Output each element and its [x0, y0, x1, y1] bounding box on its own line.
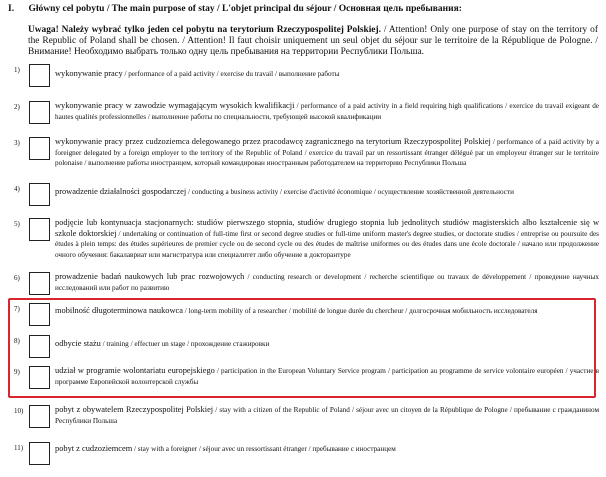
- item-label-translations: / performance of a paid activity in a field requiring high qualifications / exercice du travail exigeant de hautes qualités professionnelles / выполнение работы по специальности, требующей высокой квалификации: [55, 102, 599, 121]
- item-number: 8): [14, 337, 20, 345]
- item-label-polish: odbycie stażu: [55, 339, 101, 348]
- item-label-translations: / participation in the European Voluntary Service program / participation au programme de service volontaire européen / участие в программе Европейской волонтерской службы: [55, 367, 599, 386]
- item-label-translations: / stay with a citizen of the Republic of Poland / séjour avec un citoyen de la République de Pologne / пребывание с гражданином Республики Польша: [55, 406, 600, 425]
- item-text: [55, 218, 599, 260]
- purpose-checkbox-3[interactable]: [29, 137, 50, 160]
- item-label-polish: mobilność długoterminowa naukowca: [55, 306, 183, 315]
- item-label-translations: / conducting research or development / recherche scientifique ou travaux de développement / проведение научных исследований или работ по развитию: [55, 273, 599, 292]
- purpose-checkbox-10[interactable]: [29, 405, 50, 428]
- item-number: 5): [14, 220, 20, 228]
- item-label-translations: / conducting a business activity / exercise d'activité économique / осуществление хозяйственной деятельности: [186, 188, 514, 196]
- item-label-translations: / long-term mobility of a researcher / mobilité de longue durée du chercheur / долгосрочная мобильность исследователя: [182, 307, 538, 315]
- item-label-polish: pobyt z obywatelem Rzeczypospolitej Polskiej: [55, 405, 214, 414]
- item-label-polish: wykonywanie pracy: [55, 69, 123, 78]
- section-title: Główny cel pobytu / The main purpose of stay / L'objet principal du séjour / Основная цель пребывания:: [28, 4, 462, 14]
- item-number: 6): [14, 274, 20, 282]
- purpose-checkbox-5[interactable]: [29, 218, 50, 241]
- item-label-polish: udział w programie wolontariatu europejskiego: [55, 366, 215, 375]
- item-text: [55, 405, 599, 426]
- item-text: [55, 444, 599, 455]
- purpose-checkbox-2[interactable]: [29, 101, 50, 124]
- item-text: [55, 137, 599, 169]
- purpose-checkbox-1[interactable]: [29, 64, 50, 87]
- warning-note: [28, 25, 598, 58]
- warning-translations: / Attention! Only one purpose of stay on the territory of the Republic of Poland shall be chosen. / Attention! Il faut choisir uniquement un seul objet du séjour sur le territoire de la République de Pologne. / Внимание! Необходимо выбрать только одну цель пребывания на территории Республики Польша.: [28, 25, 598, 57]
- warning-polish: Uwaga! Należy wybrać tylko jeden cel pobytu na terytorium Rzeczypospolitej Polskiej.: [28, 25, 381, 35]
- item-label-polish: podjęcie lub kontynuacja stacjonarnych: studiów pierwszego stopnia, studiów drugiego stopnia lub jednolitych studiów magisterskich albo kształcenie się w szkole doktorskiej: [55, 218, 599, 238]
- item-label-translations: / performance of a paid activity by a foreigner delegated by a foreign employer to the territory of the Republic of Poland / exercice du travail par un ressortissant étranger délégué par un employeur étranger sur le territoire polonaise / выполнение работы иностранцем, который командирован иностранным работодателем на территорию Республики Польша: [55, 138, 600, 167]
- highlight-frame: [8, 298, 596, 398]
- item-label-translations: / training / effectuer un stage / прохождение стажировки: [100, 340, 270, 348]
- purpose-checkbox-11[interactable]: [29, 442, 50, 465]
- item-number: 9): [14, 368, 20, 376]
- section-header: [8, 4, 600, 14]
- section-number: I.: [8, 4, 15, 14]
- purpose-checkbox-4[interactable]: [29, 183, 50, 206]
- item-number: 7): [14, 305, 20, 313]
- item-text: [55, 69, 599, 80]
- item-label-translations: / performance of a paid activity / exercise du travail / выполнение работы: [122, 70, 340, 78]
- item-text: [55, 101, 599, 122]
- item-number: 3): [14, 139, 20, 147]
- purpose-checkbox-6[interactable]: [29, 272, 50, 295]
- item-number: 10): [14, 407, 24, 415]
- item-number: 1): [14, 66, 20, 74]
- item-number: 4): [14, 185, 20, 193]
- item-label-polish: pobyt z cudzoziemcem: [55, 444, 133, 453]
- item-number: 2): [14, 103, 20, 111]
- item-label-polish: wykonywanie pracy przez cudzoziemca delegowanego przez pracodawcę zagranicznego na terytorium Rzeczypospolitej Polskiej: [55, 137, 491, 146]
- item-label-translations: / undertaking or continuation of full-time first or second degree studies or full-time uniform master's degree studies, or doctorate studies / entreprise ou poursuite des études à plein temps: des études supérieures de premier cycle ou de second cycle ou des études de maîtrise uniformes ou des études dans une école doctorale / начало или продолжение очного обучения: бакалавриат или магистратура или специалитет либо обучение в докторантуре: [55, 229, 599, 259]
- item-text: [55, 187, 599, 198]
- item-text: [55, 272, 599, 293]
- item-label-polish: prowadzenie działalności gospodarczej: [55, 187, 187, 196]
- item-label-translations: / stay with a foreigner / séjour avec un ressortissant étranger / пребывание с иностранцем: [132, 445, 396, 453]
- item-number: 11): [14, 444, 24, 452]
- item-label-polish: wykonywanie pracy w zawodzie wymagającym wysokich kwalifikacji: [55, 101, 295, 110]
- item-label-polish: prowadzenie badań naukowych lub prac rozwojowych: [55, 272, 245, 281]
